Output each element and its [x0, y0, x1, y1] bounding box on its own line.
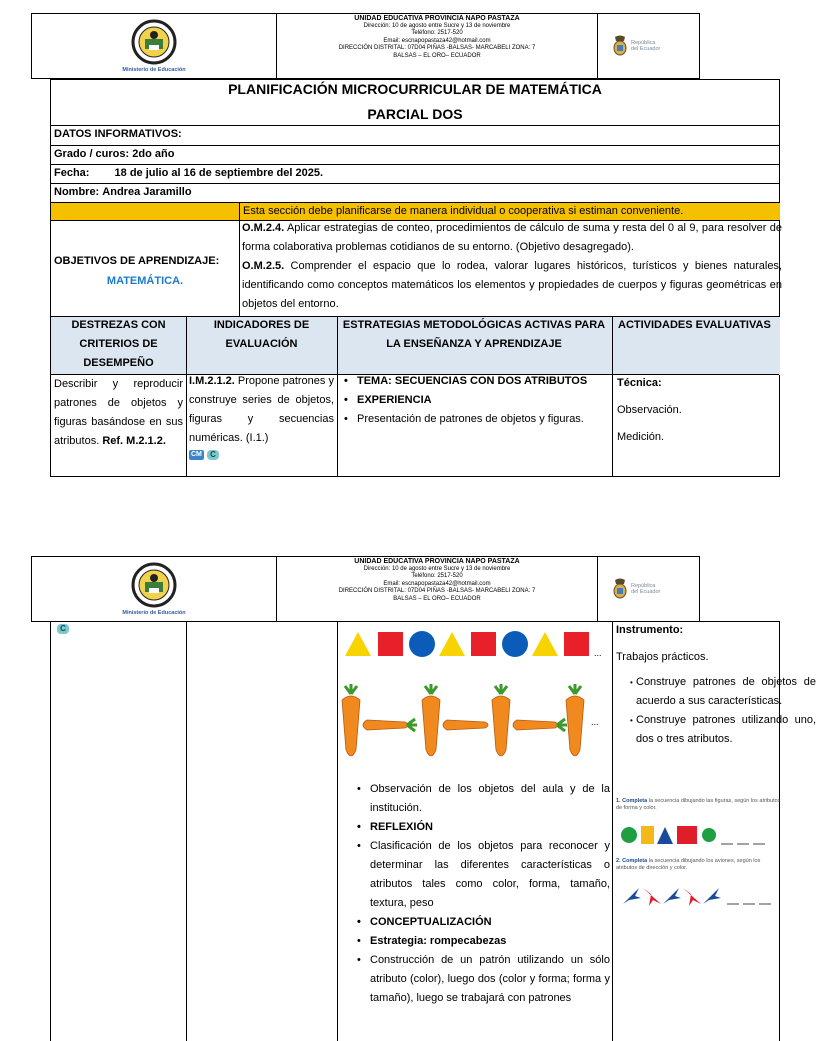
list-item: • CONCEPTUALIZACIÓN — [354, 913, 610, 932]
school-seal-icon — [127, 20, 181, 66]
ecuador-coat-of-arms-icon — [612, 578, 628, 600]
school-address: Dirección: 10 de agosto entre Sucre y 13 de noviembre — [363, 565, 511, 572]
list-item: • Construye patrones de objetos de acuerdo a sus características. — [616, 673, 816, 711]
instrumento-label: Instrumento: — [616, 624, 684, 636]
page1-plan-table — [50, 79, 780, 477]
actividades-cell — [617, 374, 682, 447]
estrategias-list — [354, 780, 610, 1008]
republic-label: República del Ecuador — [631, 40, 661, 52]
sequence-ellipsis: ... — [594, 648, 602, 658]
nombre-row: Nombre: Andrea Jaramillo — [54, 186, 192, 198]
c-badge-icon: C — [57, 623, 69, 635]
list-item: • REFLEXIÓN — [354, 818, 610, 837]
sequence-ellipsis: ... — [591, 717, 599, 727]
indicador-cell: I.M.2.1.2. Propone patrones y construye series de objetos, figuras y secuencias numéricas. (I.1.) CM C — [189, 375, 334, 460]
list-item: • Construcción de un patrón utilizando un sólo atributo (color), luego dos (color y forma; forma y tamaño), luego se trabajará con patrones — [354, 951, 610, 1008]
school-location: BALSAS – EL ORO– ECUADOR — [393, 595, 481, 602]
trabajos-label: Trabajos prácticos. — [616, 651, 709, 663]
header-indicadores: INDICADORES DE EVALUACIÓN — [213, 319, 310, 350]
ministry-label: Ministerio de Educación — [122, 609, 186, 616]
exercise1-instruction: 1. Completa la secuencia dibujando las figuras, según los atributos de forma y color. — [616, 798, 781, 811]
datos-informativos-label: DATOS INFORMATIVOS: — [54, 128, 182, 140]
tecnica-label: Técnica: — [617, 377, 662, 389]
list-item: • Observación de los objetos del aula y de la institución. — [354, 780, 610, 818]
list-item: • Clasificación de los objetos para reconocer y determinar las diferentes características o atributos tales como color, forma, tamaño, textura, peso — [354, 837, 610, 913]
c-badge-icon: C — [207, 450, 219, 460]
republic-label: República del Ecuador — [631, 583, 661, 595]
notice-text: Esta sección debe planificarse de manera individual o cooperativa si estiman conveniente. — [239, 203, 780, 220]
list-item: • TEMA: SECUENCIAS CON DOS ATRIBUTOS — [341, 372, 609, 391]
fecha-row: Fecha: 18 de julio al 16 de septiembre del 2025. — [54, 167, 324, 179]
school-location: BALSAS – EL ORO– ECUADOR — [393, 52, 481, 59]
school-district: DIRECCIÓN DISTRITAL: 07D04 PIÑAS -BALSAS- MARCABELI ZONA: 7 — [338, 588, 536, 594]
objective-om24: O.M.2.4. Aplicar estrategias de conteo, procedimientos de cálculo de suma y resta del 0 al 9, para resolver de forma colaborativa problemas cotidianos de su entorno. (Objetivo desagregado). — [242, 222, 782, 253]
exercise2-planes-image — [621, 884, 781, 908]
header-estrategias: ESTRATEGIAS METODOLÓGICAS ACTIVAS PARA LA ENSEÑANZA Y APRENDIZAJE — [342, 319, 606, 350]
page2-letterhead — [31, 556, 700, 622]
list-item: • Construye patrones utilizando uno, dos o tres atributos. — [616, 711, 816, 749]
plan-title: PLANIFICACIÓN MICROCURRICULAR DE MATEMÁTICA — [228, 81, 602, 97]
list-item: • Estrategia: rompecabezas — [354, 932, 610, 951]
objective-om25: O.M.2.5. Comprender el espacio que lo rodea, valorar lugares históricos, turísticos y bienes naturales, identificando como conceptos matemáticos los elementos y propiedades de cuerpos y figuras geométricas en objetos del entorno. — [242, 260, 782, 310]
carrots-sequence-image — [341, 684, 591, 762]
instrumento-list — [616, 673, 816, 749]
header-actividades: ACTIVIDADES EVALUATIVAS — [618, 319, 771, 331]
list-item: • Presentación de patrones de objetos y figuras. — [341, 410, 609, 429]
exercise2-instruction: 2. Completa la secuencia dibujando los aviones, según los atributos de dirección y color. — [616, 858, 761, 871]
objetivos-subject: MATEMÁTICA. — [106, 275, 184, 287]
school-email: Email: escnapopastaza42@hotmail.com — [383, 37, 491, 44]
school-district: DIRECCIÓN DISTRITAL: 07D04 PIÑAS -BALSAS- MARCABELI ZONA: 7 — [338, 45, 536, 51]
grado-row: Grado / curos: 2do año — [54, 148, 175, 160]
school-name: UNIDAD EDUCATIVA PROVINCIA NAPO PASTAZA — [354, 558, 520, 565]
plan-subtitle: PARCIAL DOS — [367, 106, 463, 122]
instrumento-cell — [616, 622, 816, 749]
shapes-sequence-image — [343, 630, 605, 660]
tecnica-item: Medición. — [617, 431, 665, 443]
tecnica-item: Observación. — [617, 404, 682, 416]
header-destrezas: DESTREZAS CON CRITERIOS DE DESEMPEÑO — [71, 319, 166, 369]
page1-letterhead — [31, 13, 700, 79]
ministry-label: Ministerio de Educación — [122, 66, 186, 73]
school-info — [277, 557, 598, 621]
page2-plan-table — [50, 621, 816, 1041]
ecuador-coat-of-arms-icon — [612, 35, 628, 57]
republic-logo-cell — [598, 14, 699, 78]
school-name: UNIDAD EDUCATIVA PROVINCIA NAPO PASTAZA — [354, 15, 520, 22]
exercise1-shapes-image — [621, 824, 781, 846]
school-address: Dirección: 10 de agosto entre Sucre y 13 de noviembre — [363, 22, 511, 29]
ministry-logo-cell — [32, 557, 277, 621]
school-phone: Teléfono: 2517-520 — [411, 30, 463, 36]
school-seal-icon — [127, 563, 181, 609]
school-phone: Teléfono: 2517-520 — [411, 573, 463, 579]
school-email: Email: escnapopastaza42@hotmail.com — [383, 580, 491, 587]
objetivos-label: OBJETIVOS DE APRENDIZAJE: — [54, 255, 220, 267]
cm-badge-icon: CM — [191, 451, 202, 459]
ministry-logo-cell — [32, 14, 277, 78]
estrategias-list — [341, 372, 609, 429]
republic-logo-cell — [598, 557, 699, 621]
notice-blank-cell — [51, 203, 239, 220]
destreza-cell: Describir y reproducir patrones de objetos y figuras basándose en sus atributos. Ref. M.2.1.2. — [54, 378, 183, 447]
school-info — [277, 14, 598, 78]
list-item: • EXPERIENCIA — [341, 391, 609, 410]
